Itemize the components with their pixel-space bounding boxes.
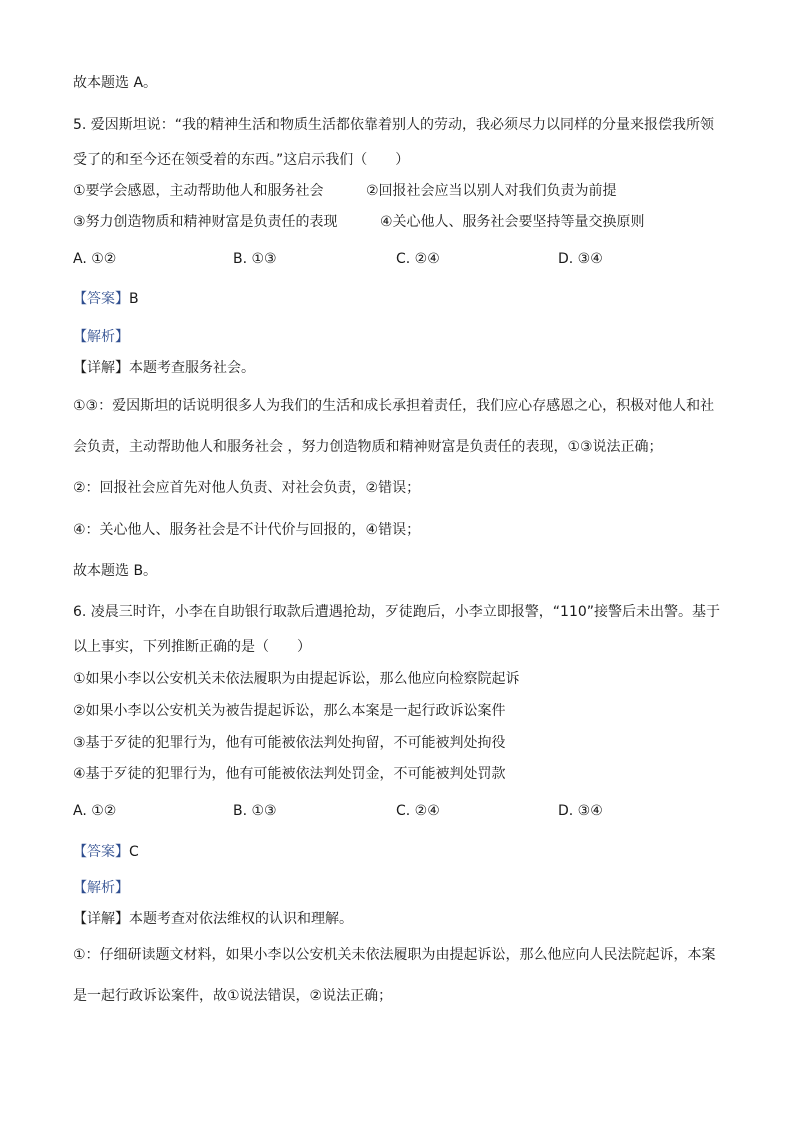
q6-answer (73, 842, 139, 862)
detail-tag: 【详解】 (73, 360, 129, 376)
answer-tag: 【答案】 (73, 291, 129, 307)
q6-explanation-1-line2: 是一起行政诉讼案件，故①说法错误，②说法正确； (73, 988, 393, 1004)
q6-explanation-1-line1: ①：仔细研读题文材料，如果小李以公安机关未依法履职为由提起诉讼，那么他应向人民法院起诉，本案 (73, 947, 716, 963)
q5-item-4: ④关心他人、服务社会要坚持等量交换原则 (380, 214, 645, 230)
q5-stem-line1: 5. 爱因斯坦说：“我的精神生活和物质生活都依靠着别人的劳动，我必须尽力以同样的分量来报偿我所领 (73, 117, 715, 133)
q5-answer (73, 289, 139, 309)
detail-text: 本题考查服务社会。 (129, 360, 255, 376)
q5-explanation-1-line2: 会负责，主动帮助他人和服务社会 ，努力创造物质和精神财富是负责任的表现，①③说法正确； (73, 439, 663, 455)
q5-item-2: ②回报社会应当以别人对我们负责为前提 (366, 183, 617, 199)
q6-item-4: ④基于歹徒的犯罪行为，他有可能被依法判处罚金，不可能被判处罚款 (73, 766, 506, 782)
q5-detail (73, 358, 255, 378)
q5-conclusion: 故本题选 B。 (73, 563, 158, 579)
q6-item-1: ①如果小李以公安机关未依法履职为由提起诉讼，那么他应向检察院起诉 (73, 671, 520, 687)
q6-detail (73, 909, 353, 929)
q6-option-a: A. ①② (73, 803, 117, 819)
q5-explanation-3: ④：关心他人、服务社会是不计代价与回报的，④错误； (73, 522, 421, 538)
q5-item-1: ①要学会感恩，主动帮助他人和服务社会 (73, 183, 324, 199)
q5-option-c: C. ②④ (396, 251, 440, 267)
q5-option-a: A. ①② (73, 251, 117, 267)
answer-value: C (129, 844, 139, 860)
q6-stem-line2: 以上事实，下列推断正确的是（ ） (73, 639, 311, 655)
detail-text: 本题考查对依法维权的认识和理解。 (129, 911, 353, 927)
q5-explanation-2: ②：回报社会应首先对他人负责、对社会负责，②错误； (73, 480, 421, 496)
answer-tag: 【答案】 (73, 844, 129, 860)
q6-option-b: B. ①③ (233, 803, 277, 819)
q6-stem-line1: 6. 凌晨三时许，小李在自助银行取款后遭遇抢劫，歹徒跑后，小李立即报警，“110”接警后未出警。基于 (73, 604, 721, 620)
q5-analysis-tag (73, 327, 129, 347)
q6-option-c: C. ②④ (396, 803, 440, 819)
q5-stem-line2: 受了的和至今还在领受着的东西。”这启示我们（ ） (73, 152, 410, 168)
answer-value: B (129, 291, 139, 307)
q5-explanation-1-line1: ①③：爱因斯坦的话说明很多人为我们的生活和成长承担着责任，我们应心存感恩之心，积极对他人和社 (73, 398, 715, 414)
analysis-tag: 【解析】 (73, 880, 129, 896)
q6-analysis-tag (73, 878, 129, 898)
q6-option-d: D. ③④ (558, 803, 603, 819)
q5-option-d: D. ③④ (558, 251, 603, 267)
q6-item-2: ②如果小李以公安机关为被告提起诉讼，那么本案是一起行政诉讼案件 (73, 703, 506, 719)
analysis-tag: 【解析】 (73, 329, 129, 345)
q5-option-b: B. ①③ (233, 251, 277, 267)
q5-item-3: ③努力创造物质和精神财富是负责任的表现 (73, 214, 338, 230)
q6-item-3: ③基于歹徒的犯罪行为，他有可能被依法判处拘留，不可能被判处拘役 (73, 735, 506, 751)
detail-tag: 【详解】 (73, 911, 129, 927)
q4-conclusion: 故本题选 A。 (73, 75, 158, 91)
